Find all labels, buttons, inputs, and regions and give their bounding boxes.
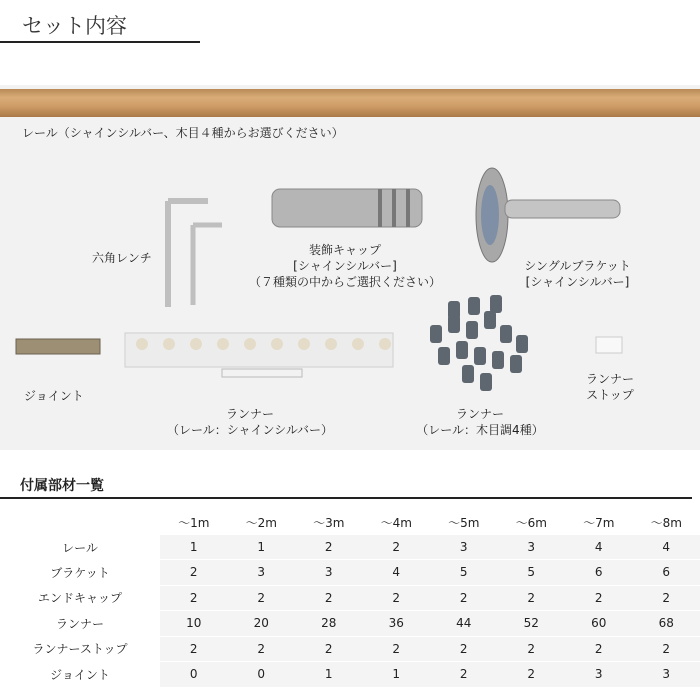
table-cell: 2 [363, 535, 431, 560]
label-hex-wrench: 六角レンチ [92, 251, 152, 265]
table-cell: 2 [160, 585, 228, 611]
table-cell: 68 [633, 611, 700, 637]
column-header: ～6m [498, 510, 566, 535]
page-title: セット内容 [22, 14, 127, 38]
column-header: ～1m [160, 510, 228, 535]
table-cell: 2 [430, 662, 498, 688]
table-cell: 3 [430, 535, 498, 560]
runner-silver-icon [125, 333, 393, 377]
row-label: ランナーストップ [0, 636, 160, 662]
table-cell: 44 [430, 611, 498, 637]
column-header: ～2m [228, 510, 296, 535]
hex-wrench-small-icon [193, 225, 222, 305]
table-row [0, 560, 700, 586]
label-runner-silver: ランナー （レール：シャインシルバー） [166, 407, 334, 437]
table-row [0, 636, 700, 662]
table-cell: 2 [430, 636, 498, 662]
table-cell: 2 [430, 585, 498, 611]
table-cell: 6 [565, 560, 633, 586]
table-row [0, 535, 700, 560]
table-cell: 1 [160, 535, 228, 560]
table-cell: 2 [228, 636, 296, 662]
runner-stop-icon [596, 337, 622, 353]
table-cell: 2 [565, 636, 633, 662]
table-cell: 2 [160, 636, 228, 662]
table-cell: 3 [228, 560, 296, 586]
title-underline [0, 41, 200, 43]
table-title: 付属部材一覧 [20, 478, 104, 494]
table-cell: 1 [363, 662, 431, 688]
table-cell: 20 [228, 611, 296, 637]
column-header: ～4m [363, 510, 431, 535]
runner-wood-icon [430, 295, 528, 391]
table-title-underline [0, 497, 692, 499]
label-runner-wood: ランナー （レール：木目調4種） [416, 407, 544, 437]
label-joint: ジョイント [24, 389, 84, 403]
table-row [0, 585, 700, 611]
label-end-cap: 装飾キャップ [シャインシルバー] （７種類の中からご選択ください） [248, 243, 441, 289]
table-cell: 3 [633, 662, 700, 688]
table-cell: 2 [160, 560, 228, 586]
table-cell: 2 [633, 585, 700, 611]
table-cell: 52 [498, 611, 566, 637]
row-label: ランナー [0, 611, 160, 637]
table-cell: 2 [565, 585, 633, 611]
table-cell: 3 [498, 535, 566, 560]
row-label: エンドキャップ [0, 585, 160, 611]
column-header: ～7m [565, 510, 633, 535]
table-cell: 2 [363, 636, 431, 662]
column-header: ～8m [633, 510, 700, 535]
parts-table [0, 510, 700, 688]
column-header: ～3m [295, 510, 363, 535]
table-cell: 3 [295, 560, 363, 586]
table-cell: 2 [633, 636, 700, 662]
table-cell: 0 [160, 662, 228, 688]
table-header-row [0, 510, 700, 535]
column-header: ～5m [430, 510, 498, 535]
table-row [0, 662, 700, 688]
table-cell: 2 [228, 585, 296, 611]
table-cell: 4 [633, 535, 700, 560]
table-cell: 1 [228, 535, 296, 560]
table-cell: 2 [295, 636, 363, 662]
header-corner [0, 510, 160, 535]
label-runner-stop: ランナー ストップ [585, 372, 634, 402]
table-cell: 2 [498, 662, 566, 688]
hex-wrench-large-icon [168, 201, 208, 307]
table-cell: 10 [160, 611, 228, 637]
table-cell: 4 [565, 535, 633, 560]
table-cell: 4 [363, 560, 431, 586]
table-cell: 3 [565, 662, 633, 688]
table-cell: 2 [498, 585, 566, 611]
table-cell: 6 [633, 560, 700, 586]
table-cell: 0 [228, 662, 296, 688]
bracket-arm-icon [505, 200, 620, 218]
joint-icon [16, 339, 100, 354]
table-cell: 2 [363, 585, 431, 611]
row-label: レール [0, 535, 160, 560]
table-cell: 60 [565, 611, 633, 637]
table-cell: 2 [498, 636, 566, 662]
row-label: ジョイント [0, 662, 160, 688]
table-cell: 1 [295, 662, 363, 688]
table-cell: 5 [430, 560, 498, 586]
label-bracket: シングルブラケット [シャインシルバー] [524, 259, 631, 289]
table-cell: 2 [295, 585, 363, 611]
table-cell: 5 [498, 560, 566, 586]
end-cap-icon [272, 189, 422, 227]
label-rail: レール（シャインシルバー、木目４種からお選びください） [22, 126, 344, 140]
row-label: ブラケット [0, 560, 160, 586]
table-cell: 28 [295, 611, 363, 637]
table-cell: 2 [295, 535, 363, 560]
table-cell: 36 [363, 611, 431, 637]
table-row [0, 611, 700, 637]
